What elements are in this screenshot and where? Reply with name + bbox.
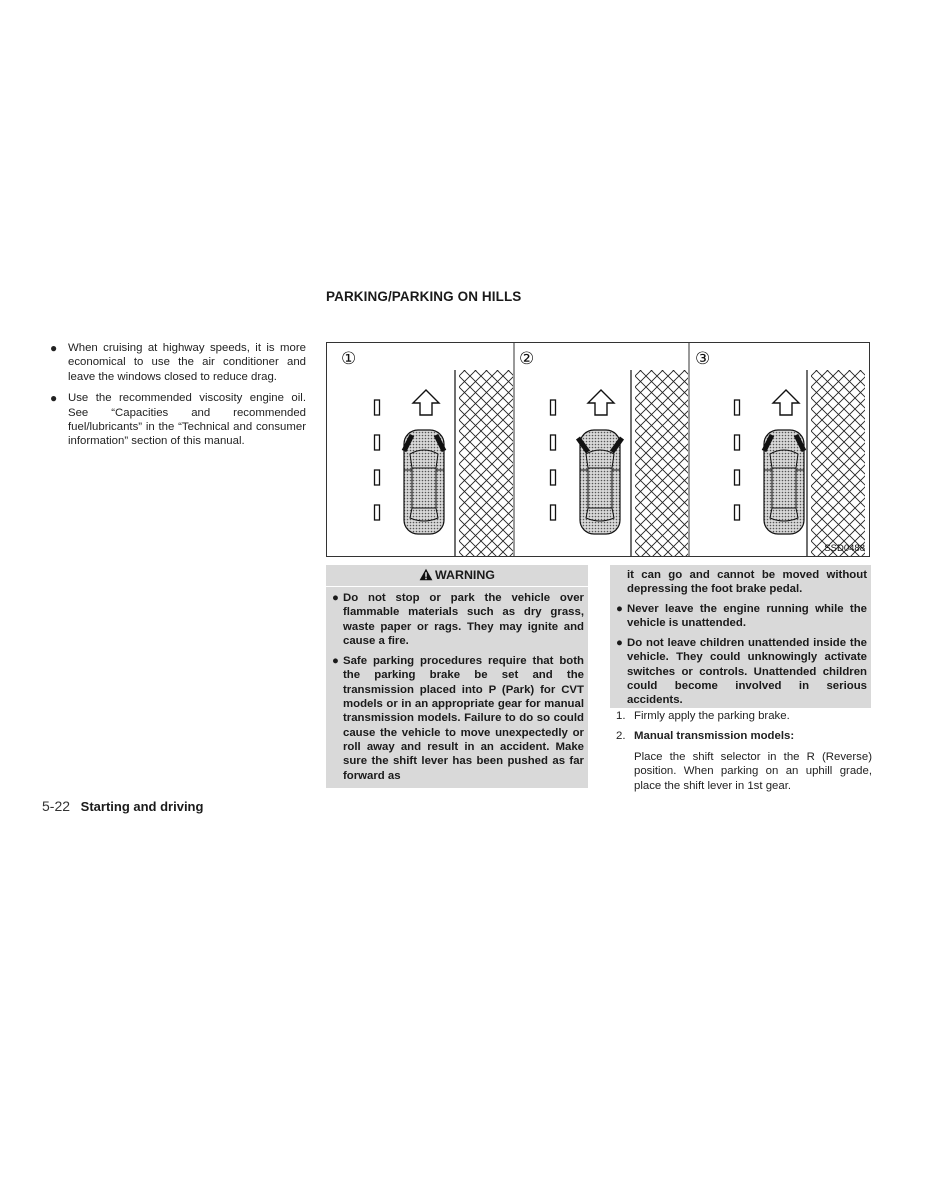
warning-item: ● Never leave the engine running while the vehicle is unattended.: [616, 602, 867, 629]
step-item: [616, 709, 872, 723]
step-text: Manual transmission models:: [634, 730, 795, 743]
lane-marks: [735, 400, 740, 520]
warning-item: ● Do not stop or park the vehicle over flammable materials such as dry grass, waste paper or rags. They may ignite and cause a fire.: [332, 592, 584, 647]
warning-heading: WARNING: [326, 565, 588, 587]
bullet-icon: ●: [332, 655, 339, 668]
list-item: ● Use the recommended viscosity engine oil. See “Capacities and recommended fuel/lubricants” in the “Technical and consumer information” section of this manual.: [50, 391, 306, 448]
car-top-view-icon: [404, 430, 444, 534]
panel-label-1: ①: [341, 349, 357, 369]
panel-label-2: ②: [519, 349, 535, 369]
warning-box-continued: [610, 565, 871, 708]
panel-label-3: ③: [695, 349, 711, 369]
panel-2: [551, 370, 689, 556]
step-item: [616, 729, 872, 743]
steps-list: [616, 709, 872, 793]
bullet-icon: ●: [332, 592, 339, 604]
car-top-view-icon: [764, 430, 804, 534]
bullet-icon: ●: [50, 391, 58, 406]
page-footer: [42, 798, 203, 814]
step-description: Place the shift selector in the R (Reverse) position. When parking on an uphill grade, place the shift lever in 1st gear.: [634, 750, 872, 792]
bullet-icon: ●: [616, 602, 623, 615]
section-title: PARKING/PARKING ON HILLS: [326, 289, 522, 304]
panel-1: [375, 370, 514, 556]
warning-item: ● Do not leave children unattended inside the vehicle. They could unknowingly activate switches or controls. Unattended children could become involved in serious accidents.: [616, 637, 867, 707]
warning-continuation: it can go and cannot be moved without depressing the foot brake pedal.: [627, 569, 867, 596]
parking-figure: [326, 342, 870, 557]
car-top-view-icon: [578, 430, 622, 534]
figure-code: SSD0488: [824, 543, 865, 554]
bullet-icon: ●: [50, 341, 58, 355]
warning-triangle-icon: [419, 568, 433, 581]
curb-hatch: [811, 370, 865, 556]
step-text: Firmly apply the parking brake.: [634, 710, 790, 722]
warning-list: [610, 597, 871, 708]
warning-box: [326, 565, 588, 788]
lane-marks: [551, 400, 556, 520]
up-arrow-icon: [773, 390, 799, 415]
curb-hatch: [635, 370, 688, 556]
step-number: 2.: [616, 730, 626, 743]
chapter-title: Starting and driving: [80, 799, 204, 814]
parking-diagram: [327, 343, 869, 556]
lane-marks: [375, 400, 380, 520]
up-arrow-icon: [588, 390, 614, 415]
warning-list: [326, 591, 588, 783]
list-item: ● When cruising at highway speeds, it is more economical to use the air conditioner and leave the windows closed to reduce drag.: [50, 341, 306, 383]
step-number: 1.: [616, 710, 626, 722]
bullet-list: [50, 341, 306, 449]
bullet-icon: ●: [616, 637, 623, 650]
curb-hatch: [459, 370, 513, 556]
page-number: 5-22: [42, 798, 71, 814]
panel-3: [735, 370, 866, 556]
left-column: [50, 341, 306, 456]
up-arrow-icon: [413, 390, 439, 415]
warning-item: ● Safe parking procedures require that both the parking brake be set and the transmission placed into P (Park) for CVT models or in an appropriate gear for manual transmission models. Failure to do so could cause the vehicle to move unexpectedly or roll away and result in an accident. Make sure the shift lever has been pushed as far forward as: [332, 655, 584, 782]
